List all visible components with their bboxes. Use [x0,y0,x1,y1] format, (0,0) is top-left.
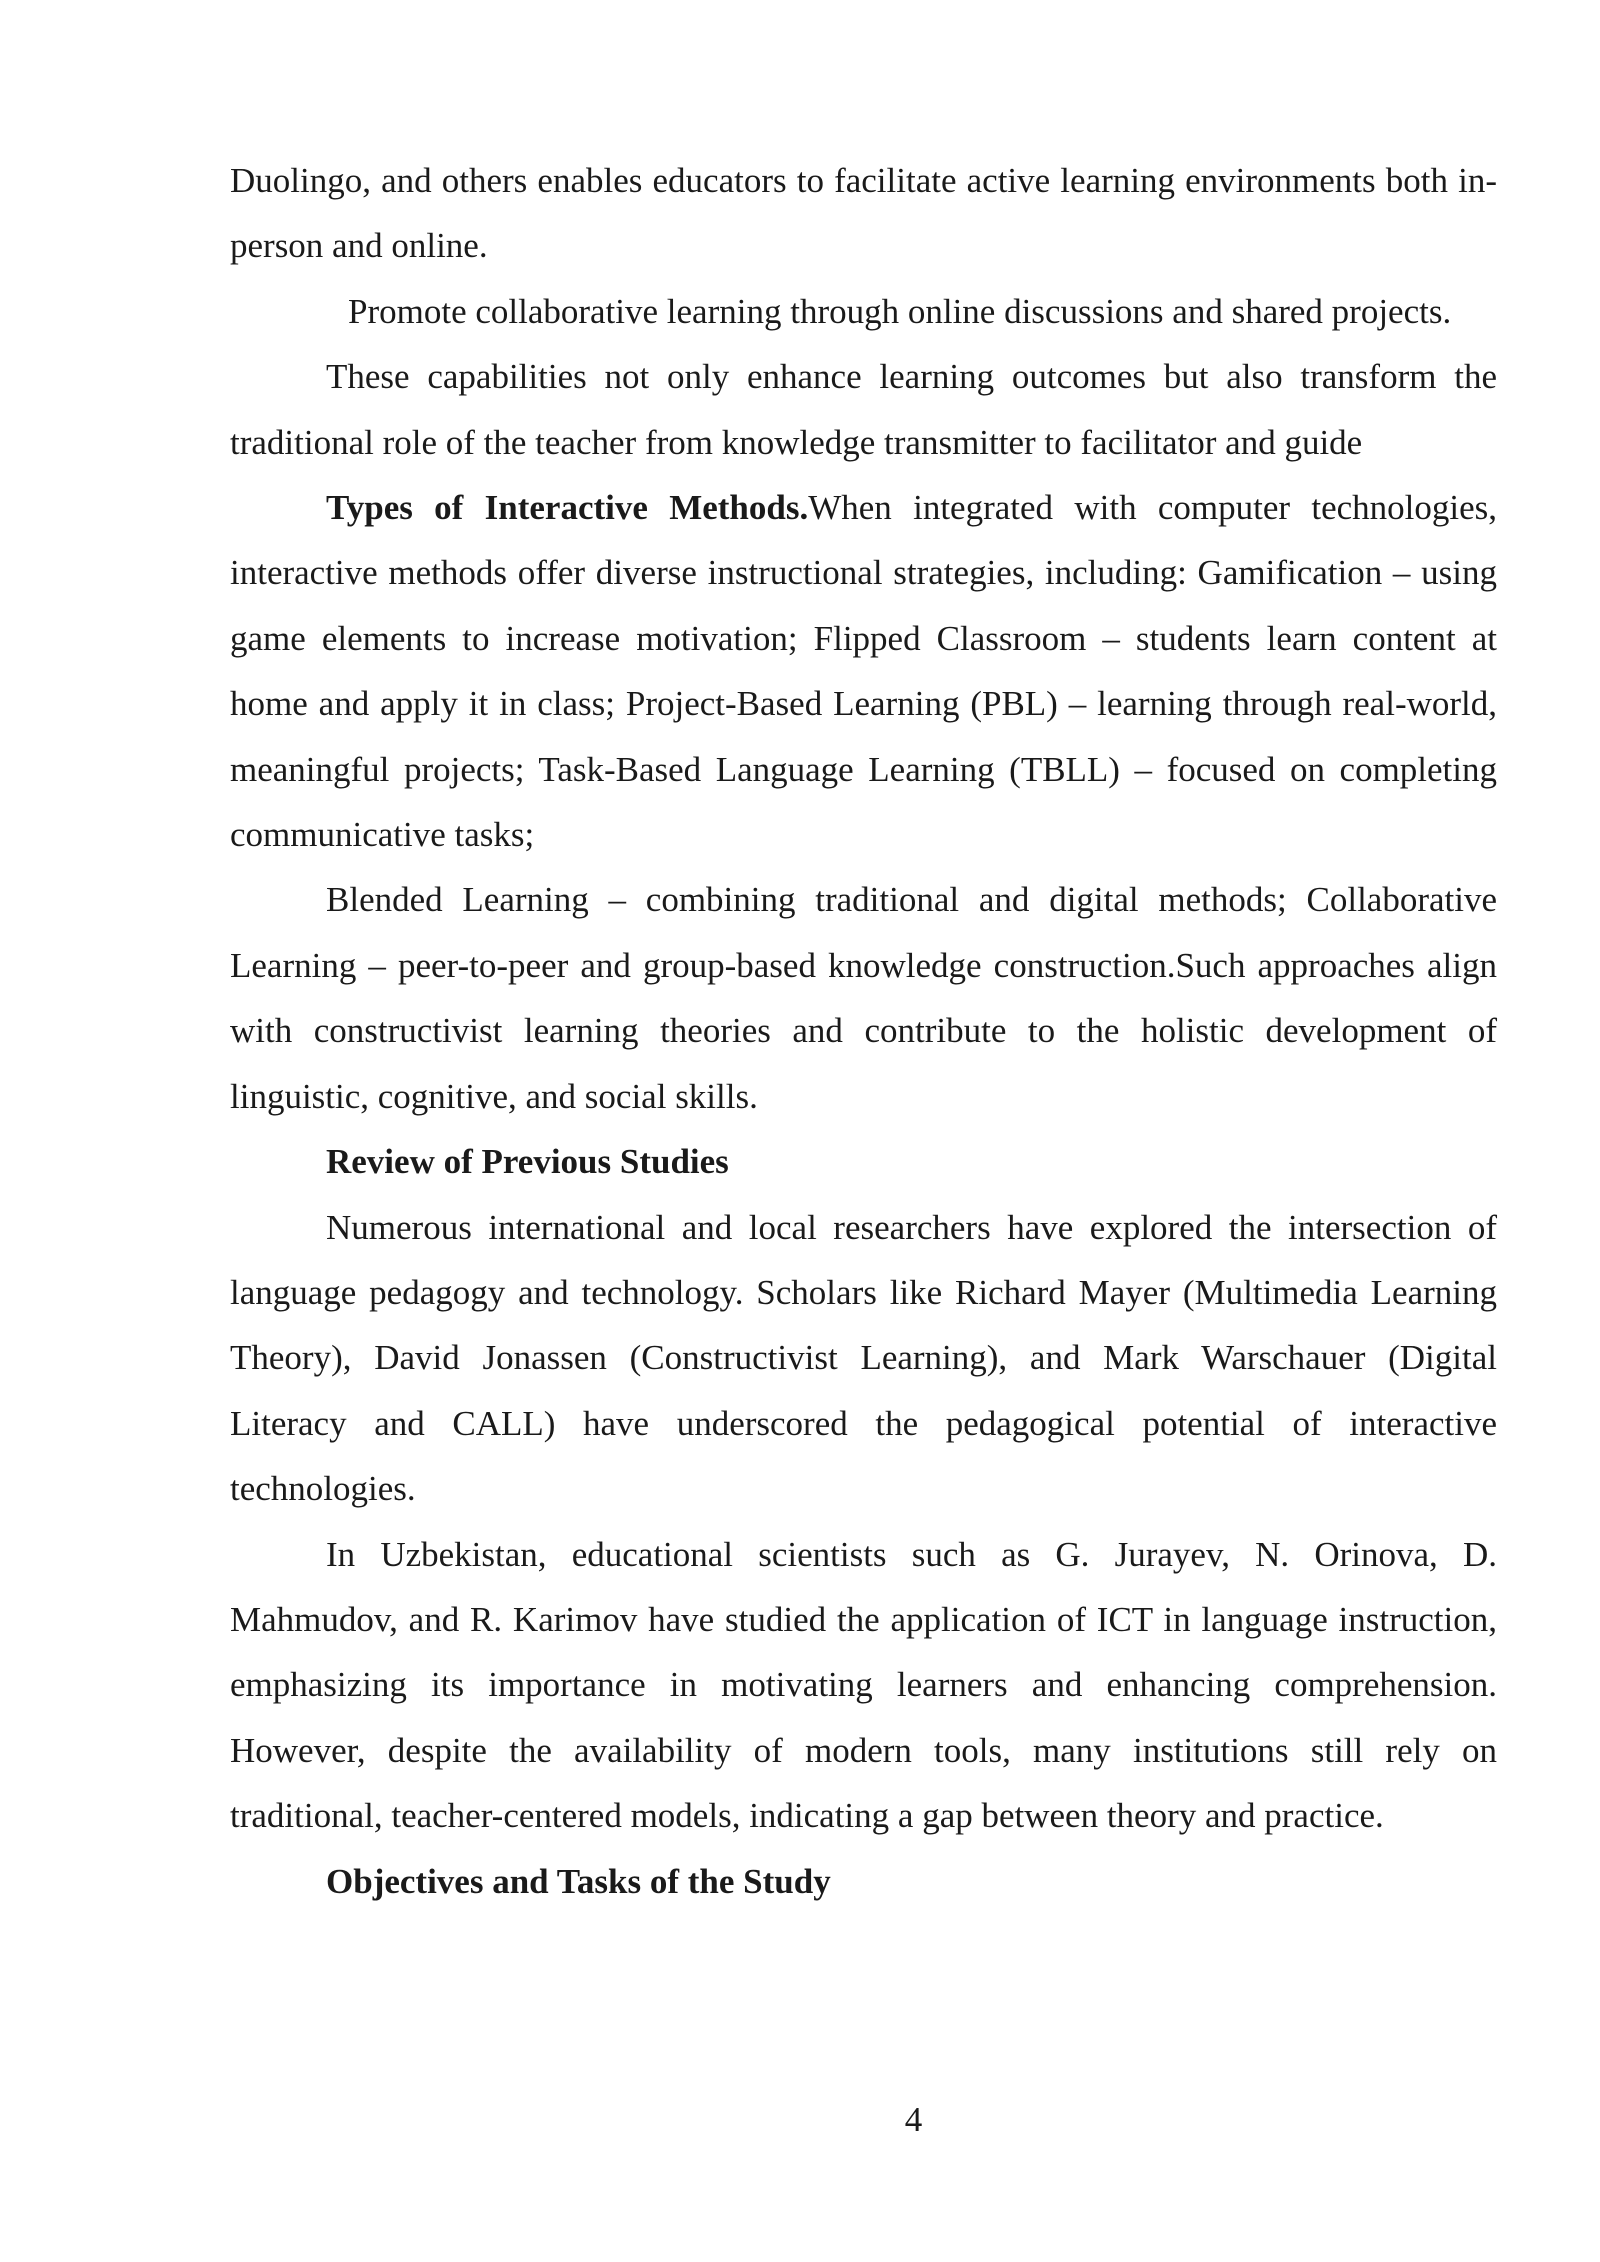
paragraph-international-researchers: Numerous international and local researchers have explored the intersection of language pedagogy and technology. Scholars like Richard Mayer (Multimedia Learning Theory), David Jonassen (Constructivist Learning), and Mark Warschauer (Digital Literacy and CALL) have underscored the pedagogical potential of interactive technologies. [230,1207,1497,1509]
heading-objectives-and-tasks: Objectives and Tasks of the Study [326,1861,831,1901]
paragraph-types-of-interactive-methods [230,475,1497,867]
paragraph-blended-learning: Blended Learning – combining traditional and digital methods; Collaborative Learning – peer-to-peer and group-based knowledge construction.Such approaches align with constructivist learning theories and contribute to the holistic development of linguistic, cognitive, and social skills. [230,880,1497,1116]
page-number: 4 [904,2100,923,2139]
paragraph-collaborative-learning: Promote collaborative learning through online discussions and shared projects. [348,291,1452,331]
types-body: When integrated with computer technologies, interactive methods offer diverse instructional strategies, including: Gamification – using game elements to increase motivation; Flipped Classroom – students learn content at home and apply it in class; Project-Based Learning (PBL) – learning through real-world, meaningful projects; Task-Based Language Learning (TBLL) – focused on completing communicative tasks; [230,488,1498,855]
types-heading-lead: Types of Interactive Methods. [326,488,809,528]
paragraph-uzbekistan: In Uzbekistan, educational scientists such as G. Jurayev, N. Orinova, D. Mahmudov, and R. Karimov have studied the application of ICT in language instruction, emphasizing its importance in motivating learners and enhancing comprehension. However, despite the availability of modern tools, many institutions still rely on traditional, teacher-centered models, indicating a gap between theory and practice. [230,1534,1497,1836]
paragraph-capabilities: These capabilities not only enhance learning outcomes but also transform the traditional role of the teacher from knowledge transmitter to facilitator and guide [230,357,1497,462]
document-page [230,148,1497,1914]
heading-review-of-previous-studies: Review of Previous Studies [326,1142,729,1182]
paragraph-duolingo: Duolingo, and others enables educators to facilitate active learning environments both in-person and online. [230,161,1497,266]
